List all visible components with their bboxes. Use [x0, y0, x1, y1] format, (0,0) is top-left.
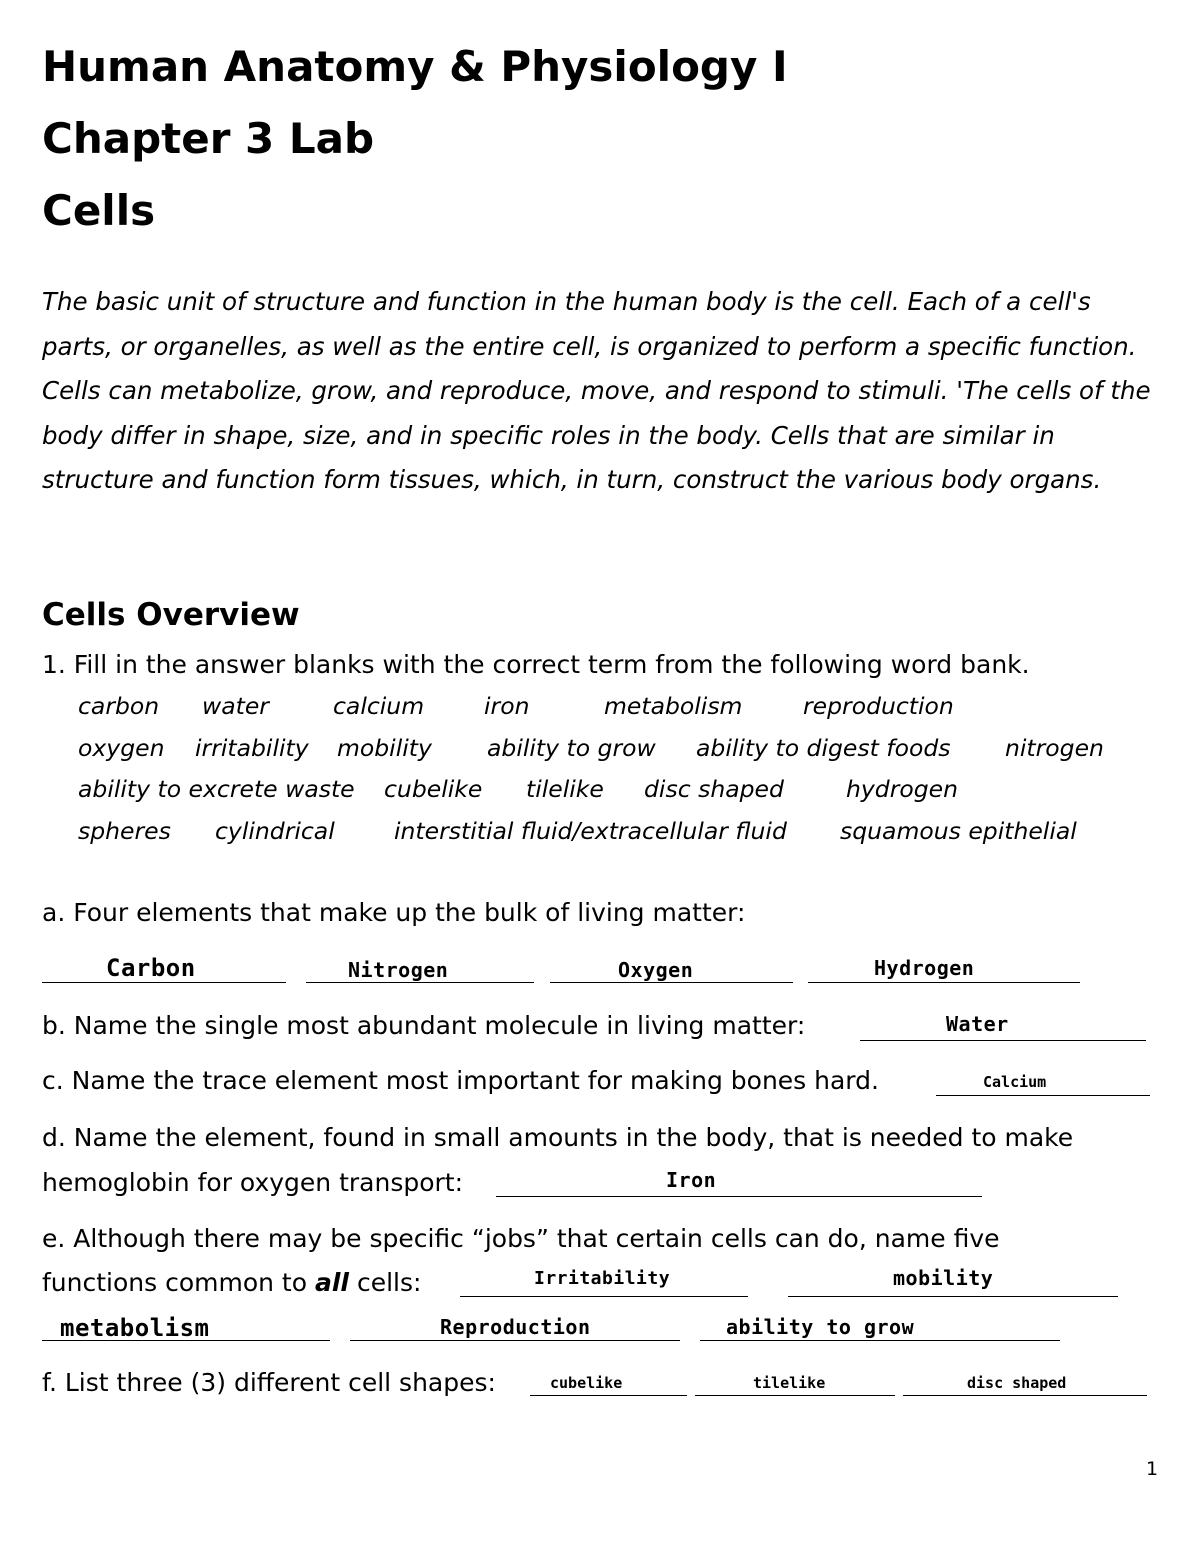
- handwritten-answer: Water: [946, 1012, 1009, 1036]
- word-bank-item: iron: [484, 692, 530, 720]
- word-bank-item: ability to excrete waste: [78, 775, 355, 803]
- handwritten-answer: Iron: [666, 1168, 717, 1192]
- answer-blank-a2[interactable]: [306, 982, 534, 983]
- answer-blank-a3[interactable]: [550, 982, 793, 983]
- answer-blank-f1[interactable]: [530, 1395, 687, 1396]
- part-d-prompt-line2: hemoglobin for oxygen transport:: [42, 1168, 464, 1197]
- handwritten-answer: mobility: [893, 1266, 994, 1290]
- answer-blank-e2[interactable]: [788, 1296, 1118, 1297]
- handwritten-answer: Irritability: [534, 1268, 671, 1289]
- handwritten-answer: disc shaped: [967, 1374, 1067, 1392]
- word-bank-item: reproduction: [803, 692, 954, 720]
- word-bank-item: spheres: [78, 817, 171, 845]
- intro-paragraph: The basic unit of structure and function in the human body is the cell. Each of a cell's parts, or organelles, as well as the entire cell, is organized to perform a specific function. Cells can metabolize, grow, and reproduce, move, and respond to stimuli. 'The cells of the body differ in shape, size, and in specific roles in the body. Cells that are similar in structure and function form tissues, which, in turn, construct the various body organs.: [42, 287, 1151, 494]
- handwritten-answer: tilelike: [753, 1374, 826, 1392]
- handwritten-answer: cubelike: [550, 1374, 623, 1392]
- answer-blank-f2[interactable]: [695, 1395, 895, 1396]
- answer-blank-b[interactable]: [860, 1040, 1146, 1041]
- answer-blank-a4[interactable]: [808, 982, 1080, 983]
- handwritten-answer: Carbon: [106, 954, 196, 982]
- question-1: 1. Fill in the answer blanks with the correct term from the following word bank.: [42, 650, 1030, 679]
- word-bank-item: irritability: [195, 734, 309, 762]
- word-bank-item: squamous epithelial: [840, 817, 1077, 845]
- word-bank-item: nitrogen: [1005, 734, 1104, 762]
- handwritten-answer: Oxygen: [618, 958, 694, 982]
- answer-blank-f3[interactable]: [903, 1395, 1147, 1396]
- word-bank-item: calcium: [333, 692, 425, 720]
- word-bank-item: hydrogen: [846, 775, 959, 803]
- answer-blank-e4[interactable]: [350, 1340, 680, 1341]
- handwritten-answer: Reproduction: [440, 1315, 591, 1339]
- handwritten-answer: Calcium: [983, 1073, 1047, 1091]
- word-bank-item: cubelike: [384, 775, 483, 803]
- word-bank-item: disc shaped: [644, 775, 784, 803]
- word-bank-item: ability to digest foods: [696, 734, 951, 762]
- handwritten-answer: Hydrogen: [874, 956, 975, 980]
- part-a-prompt: a. Four elements that make up the bulk of living matter:: [42, 898, 746, 927]
- section-heading: Cells Overview: [42, 597, 300, 633]
- word-bank-item: mobility: [337, 734, 432, 762]
- part-d-prompt-line1: d. Name the element, found in small amounts in the body, that is needed to make: [42, 1123, 1074, 1152]
- handwritten-answer: Nitrogen: [348, 958, 449, 982]
- part-b-prompt: b. Name the single most abundant molecule in living matter:: [42, 1011, 806, 1040]
- answer-blank-e5[interactable]: [700, 1340, 1060, 1341]
- word-bank-item: cylindrical: [215, 817, 335, 845]
- answer-blank-a1[interactable]: [42, 982, 286, 983]
- part-e-prompt-line1: e. Although there may be specific “jobs” that certain cells can do, name five: [42, 1224, 1000, 1253]
- part-e-prompt-line2: functions common to all cells:: [42, 1268, 422, 1297]
- answer-blank-d[interactable]: [496, 1196, 982, 1197]
- word-bank-item: oxygen: [78, 734, 165, 762]
- part-f-prompt: f. List three (3) different cell shapes:: [42, 1368, 496, 1397]
- handwritten-answer: ability to grow: [726, 1315, 915, 1339]
- word-bank-item: water: [202, 692, 269, 720]
- word-bank-item: ability to grow: [487, 734, 656, 762]
- word-bank-item: carbon: [78, 692, 160, 720]
- page-number: 1: [1146, 1458, 1159, 1480]
- part-c-prompt: c. Name the trace element most important for making bones hard.: [42, 1066, 879, 1095]
- answer-blank-c[interactable]: [936, 1095, 1150, 1096]
- chapter-title: Chapter 3 Lab: [42, 114, 375, 163]
- handwritten-answer: metabolism: [60, 1314, 210, 1342]
- course-title: Human Anatomy & Physiology I: [42, 42, 788, 91]
- answer-blank-e1[interactable]: [460, 1296, 748, 1297]
- word-bank-item: interstitial fluid/extracellular fluid: [394, 817, 787, 845]
- emphasis-all: all: [314, 1268, 349, 1297]
- word-bank-item: tilelike: [526, 775, 604, 803]
- topic-title: Cells: [42, 186, 156, 235]
- word-bank-item: metabolism: [604, 692, 743, 720]
